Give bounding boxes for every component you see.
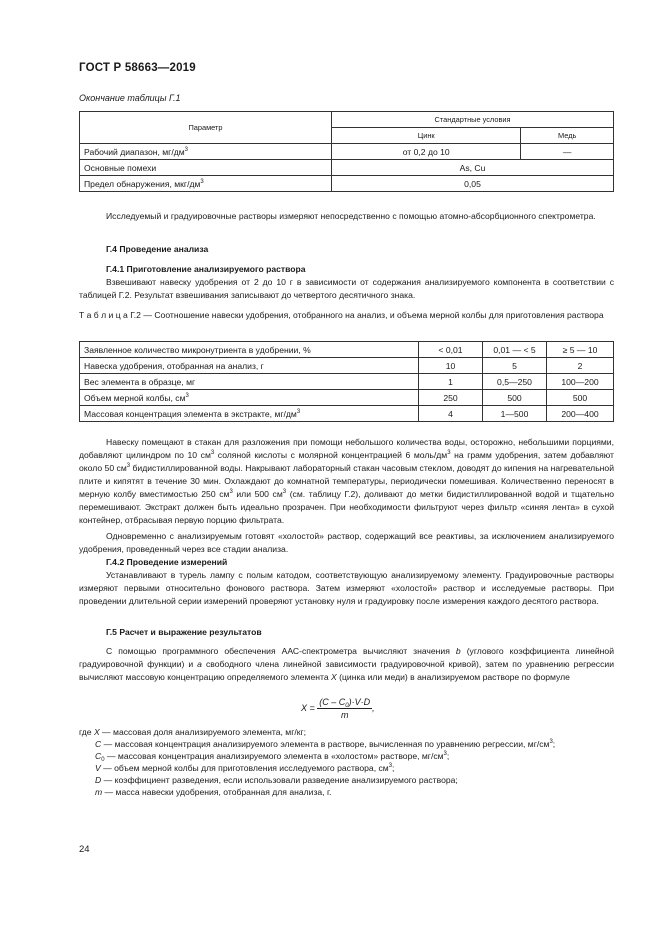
table1-cell: As, Cu <box>332 160 614 176</box>
table-row <box>80 144 614 160</box>
table2-cell: 100—200 <box>547 374 614 390</box>
table1-row-name: Основные помехи <box>80 160 332 176</box>
table-row <box>80 358 614 374</box>
table2-caption <box>79 309 614 322</box>
section-g41-title: Г.4.1 Приготовление анализируемого раствора <box>106 264 306 274</box>
table2 <box>79 341 614 422</box>
table2-cell: 0,5—250 <box>483 374 547 390</box>
table-row <box>80 176 614 192</box>
table1-cell: 0,05 <box>332 176 614 192</box>
section-g5-text: С помощью программного обеспечения ААС-спектрометра вычисляют значения b (углового коэффициента линейной градуировочной функции) и a свободного члена линейной зависимости градуировочной кривой), затем по уравнению регрессии вычисляют массовую концентрацию определяемого элемента X (цинка или меди) в анализируемом растворе по формуле <box>79 646 614 682</box>
table2-cell: 5 <box>483 358 547 374</box>
formula-tail: , <box>372 702 375 713</box>
section-g4-title: Г.4 Проведение анализа <box>106 244 209 254</box>
formula-fraction <box>317 697 372 720</box>
table-row <box>80 342 614 358</box>
formula <box>301 697 375 720</box>
table1-group-header: Стандартные условия <box>332 112 614 128</box>
table1-row-name: Рабочий диапазон, $мг/дм^3$ <box>80 144 332 160</box>
table-row <box>80 374 614 390</box>
section-g42-text: Устанавливают в турель лампу с полым катодом, соответствующую анализируемому элементу. Градуировочные растворы измеряют первыми относительно фонового раствора. Затем измеряют «холостой» раствор и исследуемые растворы. При проведении длительной серии измерений проверяют установку нуля и градуировку после измерения каждого десятого раствора. <box>79 570 614 606</box>
table-row <box>80 406 614 422</box>
where-line: D — коэффициент разведения, если использовали разведение анализируемого раствора; <box>95 775 458 785</box>
table2-cell: 200—400 <box>547 406 614 422</box>
page-number: 24 <box>79 844 90 855</box>
table2-caption-text: Г.2 — Соотношение навески удобрения, отобранного на анализ, и объема мерной колбы для приготовления раствора <box>130 310 604 320</box>
where-line: где X — массовая доля анализируемого элемента, мг/кг; <box>79 727 307 737</box>
section-g41-text: Взвешивают навеску удобрения от 2 до 10 г в зависимости от содержания анализируемого компонента в соответствии с таблицей Г.2. Результат взвешивания записывают до четвертого десятичного знака. <box>79 277 614 300</box>
table2-cell: 250 <box>419 390 483 406</box>
formula-numerator: $(C - C_0)\cdot V\cdot D$ <box>319 697 371 709</box>
table1-col-zinc: Цинк <box>332 128 521 144</box>
paragraph-blank: Одновременно с анализируемым готовят «холостой» раствор, содержащий все реактивы, за исключением анализируемого удобрения, проведенный через все стадии анализа. <box>79 531 614 554</box>
table2-cell: 0,01 — < 5 <box>483 342 547 358</box>
table1 <box>79 111 614 192</box>
table2-row-name: Объем мерной колбы, $см^3$ <box>80 390 419 406</box>
table2-cell: 1 <box>419 374 483 390</box>
table1-cell: от 0,2 до 10 <box>332 144 521 160</box>
table1-caption: Окончание таблицы Г.1 <box>79 93 181 103</box>
table2-row-name: Навеска удобрения, отобранная на анализ, г <box>80 358 419 374</box>
table-row <box>80 390 614 406</box>
where-line: C — массовая концентрация анализируемого элемента в растворе, вычисленная по уравнению регрессии, $мг/см^3$; <box>95 739 556 749</box>
section-g5-title: Г.5 Расчет и выражение результатов <box>106 627 262 637</box>
paragraph-dissolve: Навеску помещают в стакан для разложения при помощи небольшого количества воды, осторожно, небольшими порциями, добавляют цилиндром по 10 $см^3$ соляной кислоты с молярной концентрацией 6 моль/$дм^3$ на грамм удобрения, затем добавляют около 50 $см^3$ бидистиллированной воды. Накрывают лабораторный стакан часовым стеклом, доводят до кипения на нагревательной плите и кипятят в течение 30 мин. Охлаждают до комнатной температуры, периодически помешивая. Количественно переносят в мерную колбу вместимостью 250 $см^3$ или 500 $см^3$ (см. таблицу Г.2), доливают до метки бидистиллированной водой и тщательно перемешивают. Экстракт должен быть идеально прозрачен. При необходимости фильтруют через фильтр «синяя лента» в сухой контейнер, отбрасывая первую порцию фильтрата. <box>79 437 615 525</box>
table2-cell: 4 <box>419 406 483 422</box>
table2-cell: 500 <box>547 390 614 406</box>
formula-lhs: X = <box>301 702 315 713</box>
document-code-header: ГОСТ Р 58663—2019 <box>79 62 196 74</box>
table2-cell: 1—500 <box>483 406 547 422</box>
table2-cell: 500 <box>483 390 547 406</box>
table1-cell: — <box>521 144 614 160</box>
section-g42-title: Г.4.2 Проведение измерений <box>106 557 228 567</box>
formula-denominator: m <box>340 710 349 720</box>
table1-param-header: Параметр <box>80 112 332 144</box>
paragraph-solutions: Исследуемый и градуировочные растворы измеряют непосредственно с помощью атомно-абсорбционного спектрометра. <box>106 211 596 221</box>
where-line: m — масса навески удобрения, отобранная для анализа, г. <box>95 787 332 797</box>
table-row <box>80 160 614 176</box>
where-line: V — объем мерной колбы для приготовления исследуемого раствора, $см^3$; <box>95 763 395 773</box>
table2-cell: 10 <box>419 358 483 374</box>
table2-cell: < 0,01 <box>419 342 483 358</box>
table1-col-copper: Медь <box>521 128 614 144</box>
table2-row-name: Заявленное количество микронутриента в удобрении, % <box>80 342 419 358</box>
where-line: $C_0$ — массовая концентрация анализируемого элемента в «холостом» растворе, $мг/см^3$; <box>95 751 450 763</box>
table2-caption-label: Т а б л и ц а <box>79 310 128 320</box>
table2-row-name: Вес элемента в образце, мг <box>80 374 419 390</box>
table1-row-name: Предел обнаружения, мкг/$дм^3$ <box>80 176 332 192</box>
table2-row-name: Массовая концентрация элемента в экстракте, $мг/дм^3$ <box>80 406 419 422</box>
table2-cell: 2 <box>547 358 614 374</box>
table2-cell: ≥ 5 — 10 <box>547 342 614 358</box>
